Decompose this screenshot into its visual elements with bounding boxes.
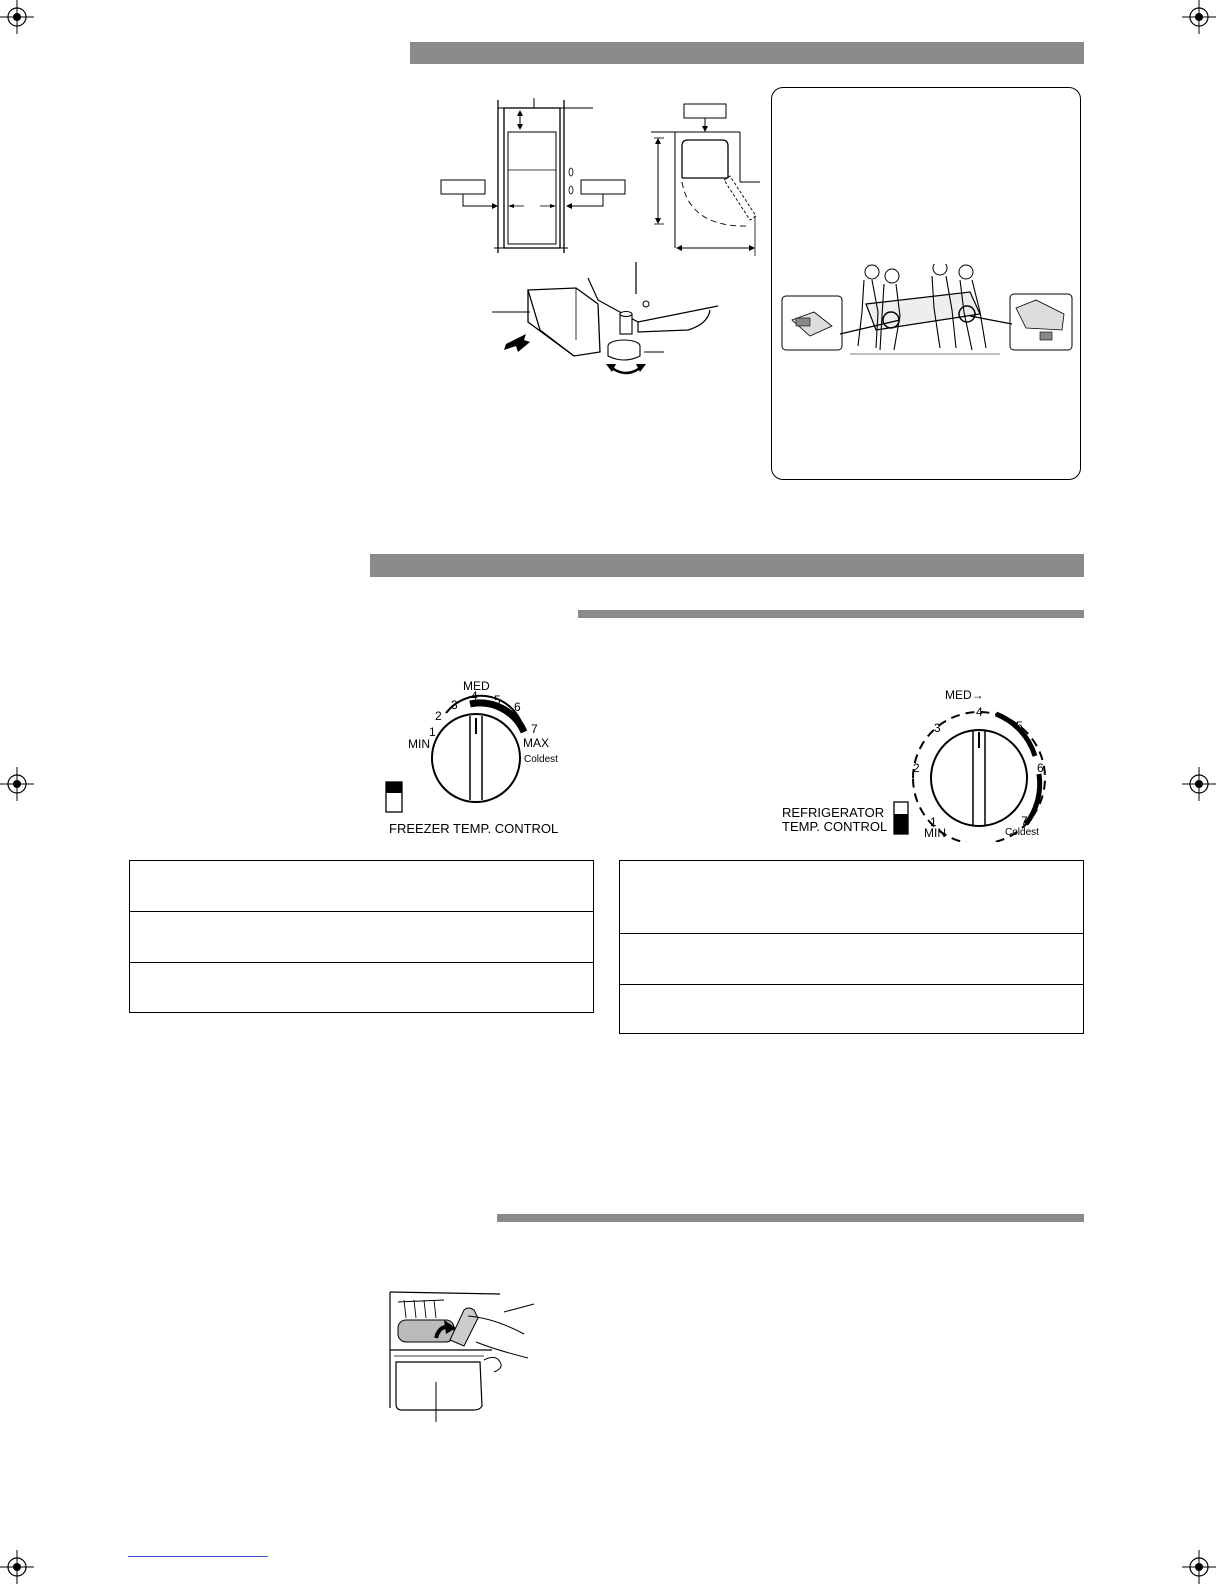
registration-mark-bottom-right xyxy=(1182,1550,1216,1584)
lifting-caution-box xyxy=(771,87,1081,480)
refrigerator-dial-number: 5 xyxy=(1016,719,1023,733)
refrigerator-dial-title: TEMP. CONTROL xyxy=(782,819,888,834)
freezer-temp-dial[interactable] xyxy=(380,676,580,838)
freezer-dial-number: 4 xyxy=(471,689,478,703)
registration-mark-top-left xyxy=(0,0,34,34)
clearance-front-diagram xyxy=(438,98,628,258)
refrigerator-dial-coldest-label: Coldest xyxy=(1005,827,1039,838)
registration-mark-mid-right xyxy=(1182,767,1216,801)
registration-mark-mid-left xyxy=(0,767,34,801)
refrigerator-dial-min-label: MIN xyxy=(924,826,946,840)
table-row xyxy=(130,912,593,963)
refrigerator-dial-number: 7 xyxy=(1021,814,1028,828)
freezer-dial-number: 5 xyxy=(494,693,501,707)
freezer-dial-number: 2 xyxy=(435,709,442,723)
refrigerator-dial-number: 3 xyxy=(934,721,941,735)
freezer-dial-title: FREEZER TEMP. CONTROL xyxy=(389,821,559,836)
freezer-dial-min-label: MIN xyxy=(408,737,430,751)
refrigerator-temp-dial[interactable] xyxy=(778,684,1058,842)
section-header-bar-operation xyxy=(370,554,1084,577)
leveling-foot-diagram xyxy=(488,260,728,380)
lifting-illustration xyxy=(780,264,1074,358)
freezer-dial-number: 1 xyxy=(429,725,436,739)
registration-mark-bottom-left xyxy=(0,1550,34,1584)
subsection-bar-temperature xyxy=(578,610,1084,618)
door-swing-diagram xyxy=(650,98,765,258)
refrigerator-dial-title: REFRIGERATOR xyxy=(782,805,885,820)
freezer-dial-med-label: MED xyxy=(463,679,490,693)
refrigerator-dial-number: 1 xyxy=(930,815,937,829)
freezer-settings-table xyxy=(129,860,594,1013)
freezer-dial-max-label: MAX xyxy=(523,736,550,750)
refrigerator-settings-table xyxy=(619,860,1084,1034)
table-row xyxy=(620,985,1083,1032)
refrigerator-dial-med-label: MED→ xyxy=(945,688,984,702)
refrigerator-dial-number: 2 xyxy=(913,761,920,775)
table-row xyxy=(130,963,593,1011)
ice-tray-illustration xyxy=(384,1288,540,1426)
refrigerator-dial-number: 6 xyxy=(1037,761,1044,775)
table-row xyxy=(620,861,1083,934)
registration-mark-top-right xyxy=(1182,0,1216,34)
freezer-dial-coldest-label: Coldest xyxy=(524,754,558,765)
section-header-bar-installation xyxy=(410,42,1084,64)
footer-rule xyxy=(128,1556,268,1557)
freezer-dial-number: 3 xyxy=(451,698,458,712)
freezer-dial-number: 6 xyxy=(514,700,521,714)
subsection-bar-ice xyxy=(497,1214,1084,1222)
table-row xyxy=(130,861,593,912)
table-row xyxy=(620,934,1083,985)
freezer-dial-number: 7 xyxy=(531,722,538,736)
refrigerator-dial-number: 4 xyxy=(976,705,983,719)
